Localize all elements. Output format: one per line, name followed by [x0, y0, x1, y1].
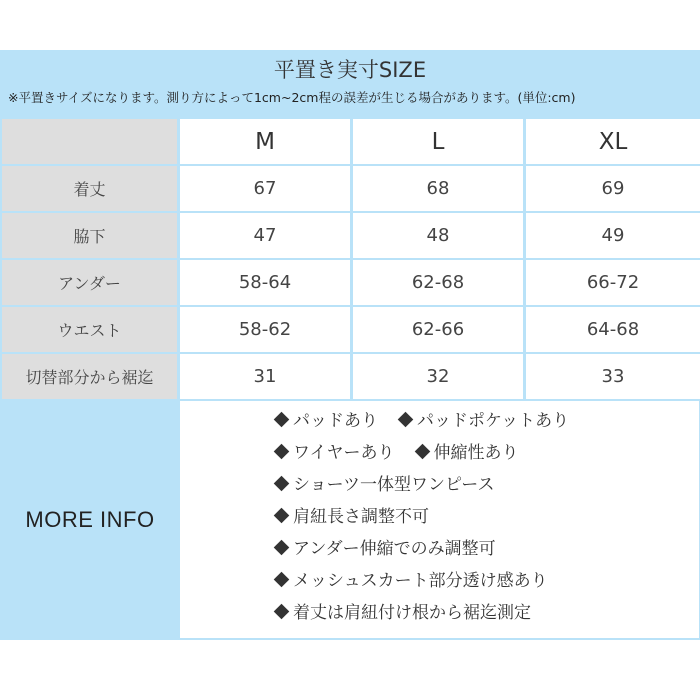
diamond-bullet-icon	[274, 476, 290, 492]
table-row	[0, 213, 700, 258]
info-entry	[276, 410, 378, 432]
more-info-list	[180, 401, 699, 638]
info-text: ワイヤーあり	[293, 443, 395, 463]
info-text: 着丈は肩紐付け根から裾迄測定	[293, 603, 531, 623]
table-cell: 48	[353, 213, 523, 258]
list-item	[276, 506, 429, 528]
diamond-bullet-icon	[274, 412, 290, 428]
info-entry	[276, 602, 531, 624]
info-text: メッシュスカート部分透け感あり	[293, 571, 548, 591]
more-info-label: MORE INFO	[25, 506, 155, 532]
info-entry	[276, 506, 429, 528]
diamond-bullet-icon	[274, 604, 290, 620]
table-cell: 32	[353, 354, 523, 399]
table-cell: 69	[526, 166, 700, 211]
table-row	[0, 354, 700, 399]
info-text: ショーツ一体型ワンピース	[293, 475, 495, 495]
diamond-bullet-icon	[274, 540, 290, 556]
size-chart-title: 平置き実寸SIZE	[273, 58, 427, 82]
table-cell: 31	[180, 354, 350, 399]
table-cell: 62-66	[353, 307, 523, 352]
info-entry	[276, 570, 548, 592]
info-entry	[276, 538, 496, 560]
table-cell: 62-68	[353, 260, 523, 305]
info-text: アンダー伸縮でのみ調整可	[293, 539, 496, 559]
table-row	[0, 307, 700, 352]
info-text: パッドポケットあり	[417, 411, 570, 431]
row-label: 脇下	[2, 213, 177, 258]
info-text: 肩紐長さ調整不可	[293, 507, 429, 527]
size-column-header: M	[180, 119, 350, 164]
list-item	[276, 474, 494, 496]
table-cell: 64-68	[526, 307, 700, 352]
table-cell: 58-62	[180, 307, 350, 352]
header-corner-cell	[2, 119, 177, 164]
info-entry	[400, 410, 569, 432]
table-cell: 67	[180, 166, 350, 211]
row-label: 切替部分から裾迄	[2, 354, 177, 399]
info-entry	[417, 442, 519, 464]
list-item	[276, 602, 531, 624]
diamond-bullet-icon	[414, 444, 430, 460]
table-row	[0, 260, 700, 305]
table-row	[0, 166, 700, 211]
row-label: ウエスト	[2, 307, 177, 352]
diamond-bullet-icon	[398, 412, 414, 428]
info-entry	[276, 442, 395, 464]
size-table-header-row	[0, 119, 700, 164]
row-label: アンダー	[2, 260, 177, 305]
size-column-header: L	[353, 119, 523, 164]
measurement-note: ※平置きサイズになります。測り方によって1cm~2cm程の誤差が生じる場合があります。(単位:cm)	[8, 90, 576, 105]
list-item	[276, 410, 569, 432]
table-cell: 68	[353, 166, 523, 211]
table-cell: 47	[180, 213, 350, 258]
info-text: 伸縮性あり	[433, 443, 519, 463]
list-item	[276, 570, 548, 592]
size-table	[0, 119, 700, 401]
row-label: 着丈	[2, 166, 177, 211]
list-item	[276, 442, 519, 464]
diamond-bullet-icon	[274, 508, 290, 524]
info-text: パッドあり	[293, 411, 378, 431]
table-cell: 49	[526, 213, 700, 258]
info-entry	[276, 474, 494, 496]
table-cell: 58-64	[180, 260, 350, 305]
diamond-bullet-icon	[274, 444, 290, 460]
table-cell: 66-72	[526, 260, 700, 305]
more-info-section	[0, 401, 700, 638]
diamond-bullet-icon	[274, 572, 290, 588]
list-item	[276, 538, 496, 560]
size-column-header: XL	[526, 119, 700, 164]
table-cell: 33	[526, 354, 700, 399]
